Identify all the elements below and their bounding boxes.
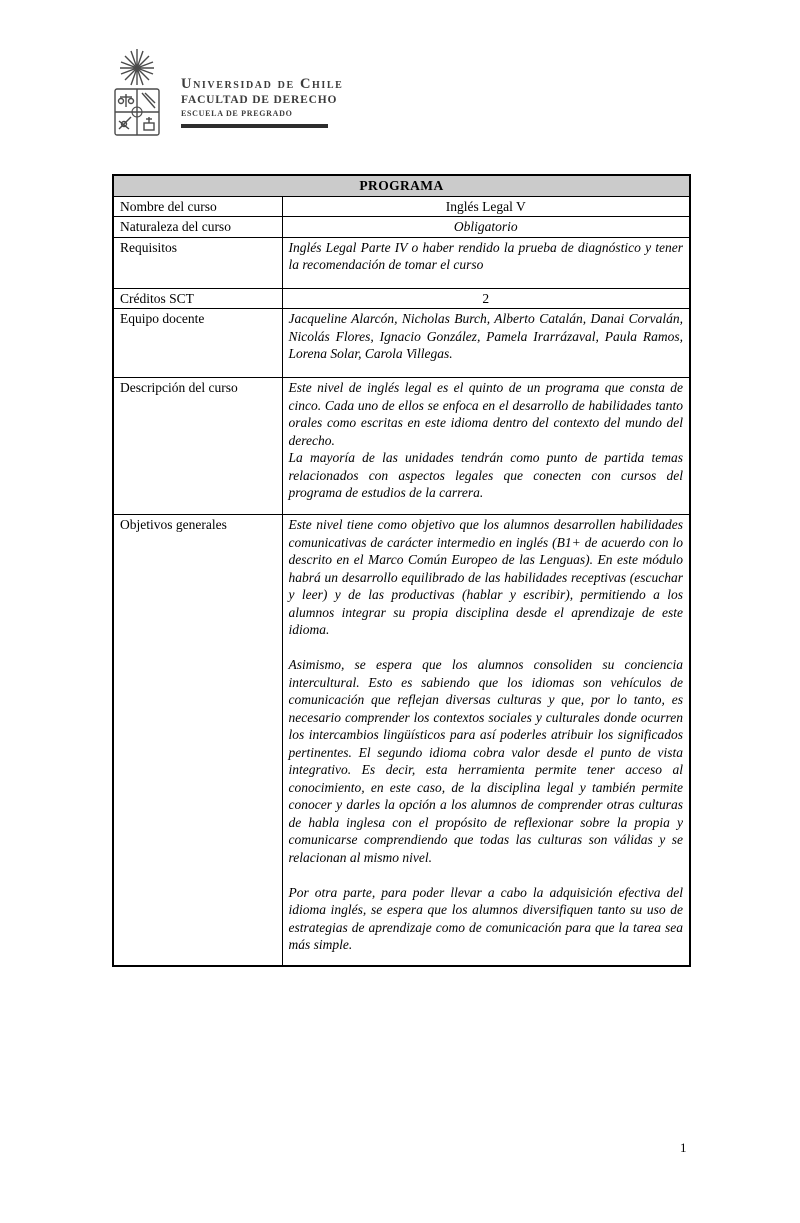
table-row-equipo <box>113 309 690 378</box>
letterhead-rule <box>181 124 328 128</box>
row-value-creditos: 2 <box>282 288 690 309</box>
row-value-equipo: Jacqueline Alarcón, Nicholas Burch, Alberto Catalán, Danai Corvalán, Nicolás Flores, Ignacio González, Pamela Irarrázaval, Paula Ramos, Lorena Solar, Carola Villegas. <box>282 309 690 378</box>
row-value-nombre: Inglés Legal V <box>282 196 690 217</box>
objetivos-paragraph-2: Asimismo, se espera que los alumnos consoliden su conciencia intercultural. Esto es sabiendo que los idiomas son vehículos de comunicación que reflejan diversas culturas y que, por lo tanto, es necesario comprender los contextos sociales y culturales donde ocurren los intercambios lingüísticos para así poderles atribuir los significados pertinentes. El segundo idioma cobra valor desde el punto de vista integrativo. Es decir, esta herramienta permite tener acceso al conocimiento, en este caso, de la disciplina legal y también permite conocer y darles la opción a los alumnos de comprender otras culturas de habla inglesa con el propósito de reflexionar sobre la propia y comunicarse comprendiendo que todas las culturas son válidas y se relacionan al mismo nivel. <box>288 657 683 865</box>
letterhead-faculty: FACULTAD DE DERECHO <box>181 94 338 106</box>
table-row-nombre <box>113 196 690 217</box>
program-table <box>112 174 691 967</box>
descripcion-paragraph-2: La mayoría de las unidades tendrán como punto de partida temas relacionados con aspectos legales que conecten con cursos del programa de estudios de la carrera. <box>288 450 683 500</box>
objetivos-paragraph-3: Por otra parte, para poder llevar a cabo la adquisición efectiva del idioma inglés, se espera que los alumnos diversifiquen tanto su uso de estrategias de aprendizaje como de comunicación para que la tarea sea más simple. <box>288 884 683 952</box>
table-title: PROGRAMA <box>113 175 690 196</box>
letterhead-university: Universidad de Chile <box>181 76 344 92</box>
row-label-equipo: Equipo docente <box>113 309 282 378</box>
row-label-descripcion: Descripción del curso <box>113 378 282 515</box>
objetivos-paragraph-1: Este nivel tiene como objetivo que los alumnos desarrollen habilidades comunicativas de carácter intermedio en inglés (B1+ de acuerdo con lo descrito en el Marco Común Europeo de las Lenguas). En este módulo habrá un desarrollo equilibrado de las habilidades receptivas (escuchar y leer) y de las productivas (hablar y escribir), permitiendo a los alumnos integrar su propia disciplina desde el aprendizaje de este idioma. <box>288 517 683 637</box>
table-row-requisitos <box>113 237 690 288</box>
table-title-row <box>113 175 690 196</box>
row-label-creditos: Créditos SCT <box>113 288 282 309</box>
page-number: 1 <box>680 1140 687 1155</box>
letterhead <box>107 45 343 141</box>
row-label-naturaleza: Naturaleza del curso <box>113 217 282 238</box>
row-value-requisitos: Inglés Legal Parte IV o haber rendido la prueba de diagnóstico y tener la recomendación de tomar el curso <box>282 237 690 288</box>
table-row-naturaleza <box>113 217 690 238</box>
table-row-descripcion <box>113 378 690 515</box>
letterhead-school: ESCUELA DE PREGRADO <box>181 109 293 118</box>
row-label-nombre: Nombre del curso <box>113 196 282 217</box>
descripcion-paragraph-1: Este nivel de inglés legal es el quinto de un programa que consta de cinco. Cada uno de ellos se enfoca en el desarrollo de habilidades tanto orales como escritas en este idioma dentro del contexto del mundo del derecho. <box>288 380 683 448</box>
row-value-naturaleza: Obligatorio <box>282 217 690 238</box>
university-crest-icon <box>107 45 173 141</box>
row-label-objetivos: Objetivos generales <box>113 515 282 967</box>
table-row-creditos <box>113 288 690 309</box>
table-row-objetivos <box>113 515 690 967</box>
letterhead-text <box>181 45 343 141</box>
row-value-objetivos <box>282 515 690 967</box>
row-label-requisitos: Requisitos <box>113 237 282 288</box>
row-value-descripcion <box>282 378 690 515</box>
